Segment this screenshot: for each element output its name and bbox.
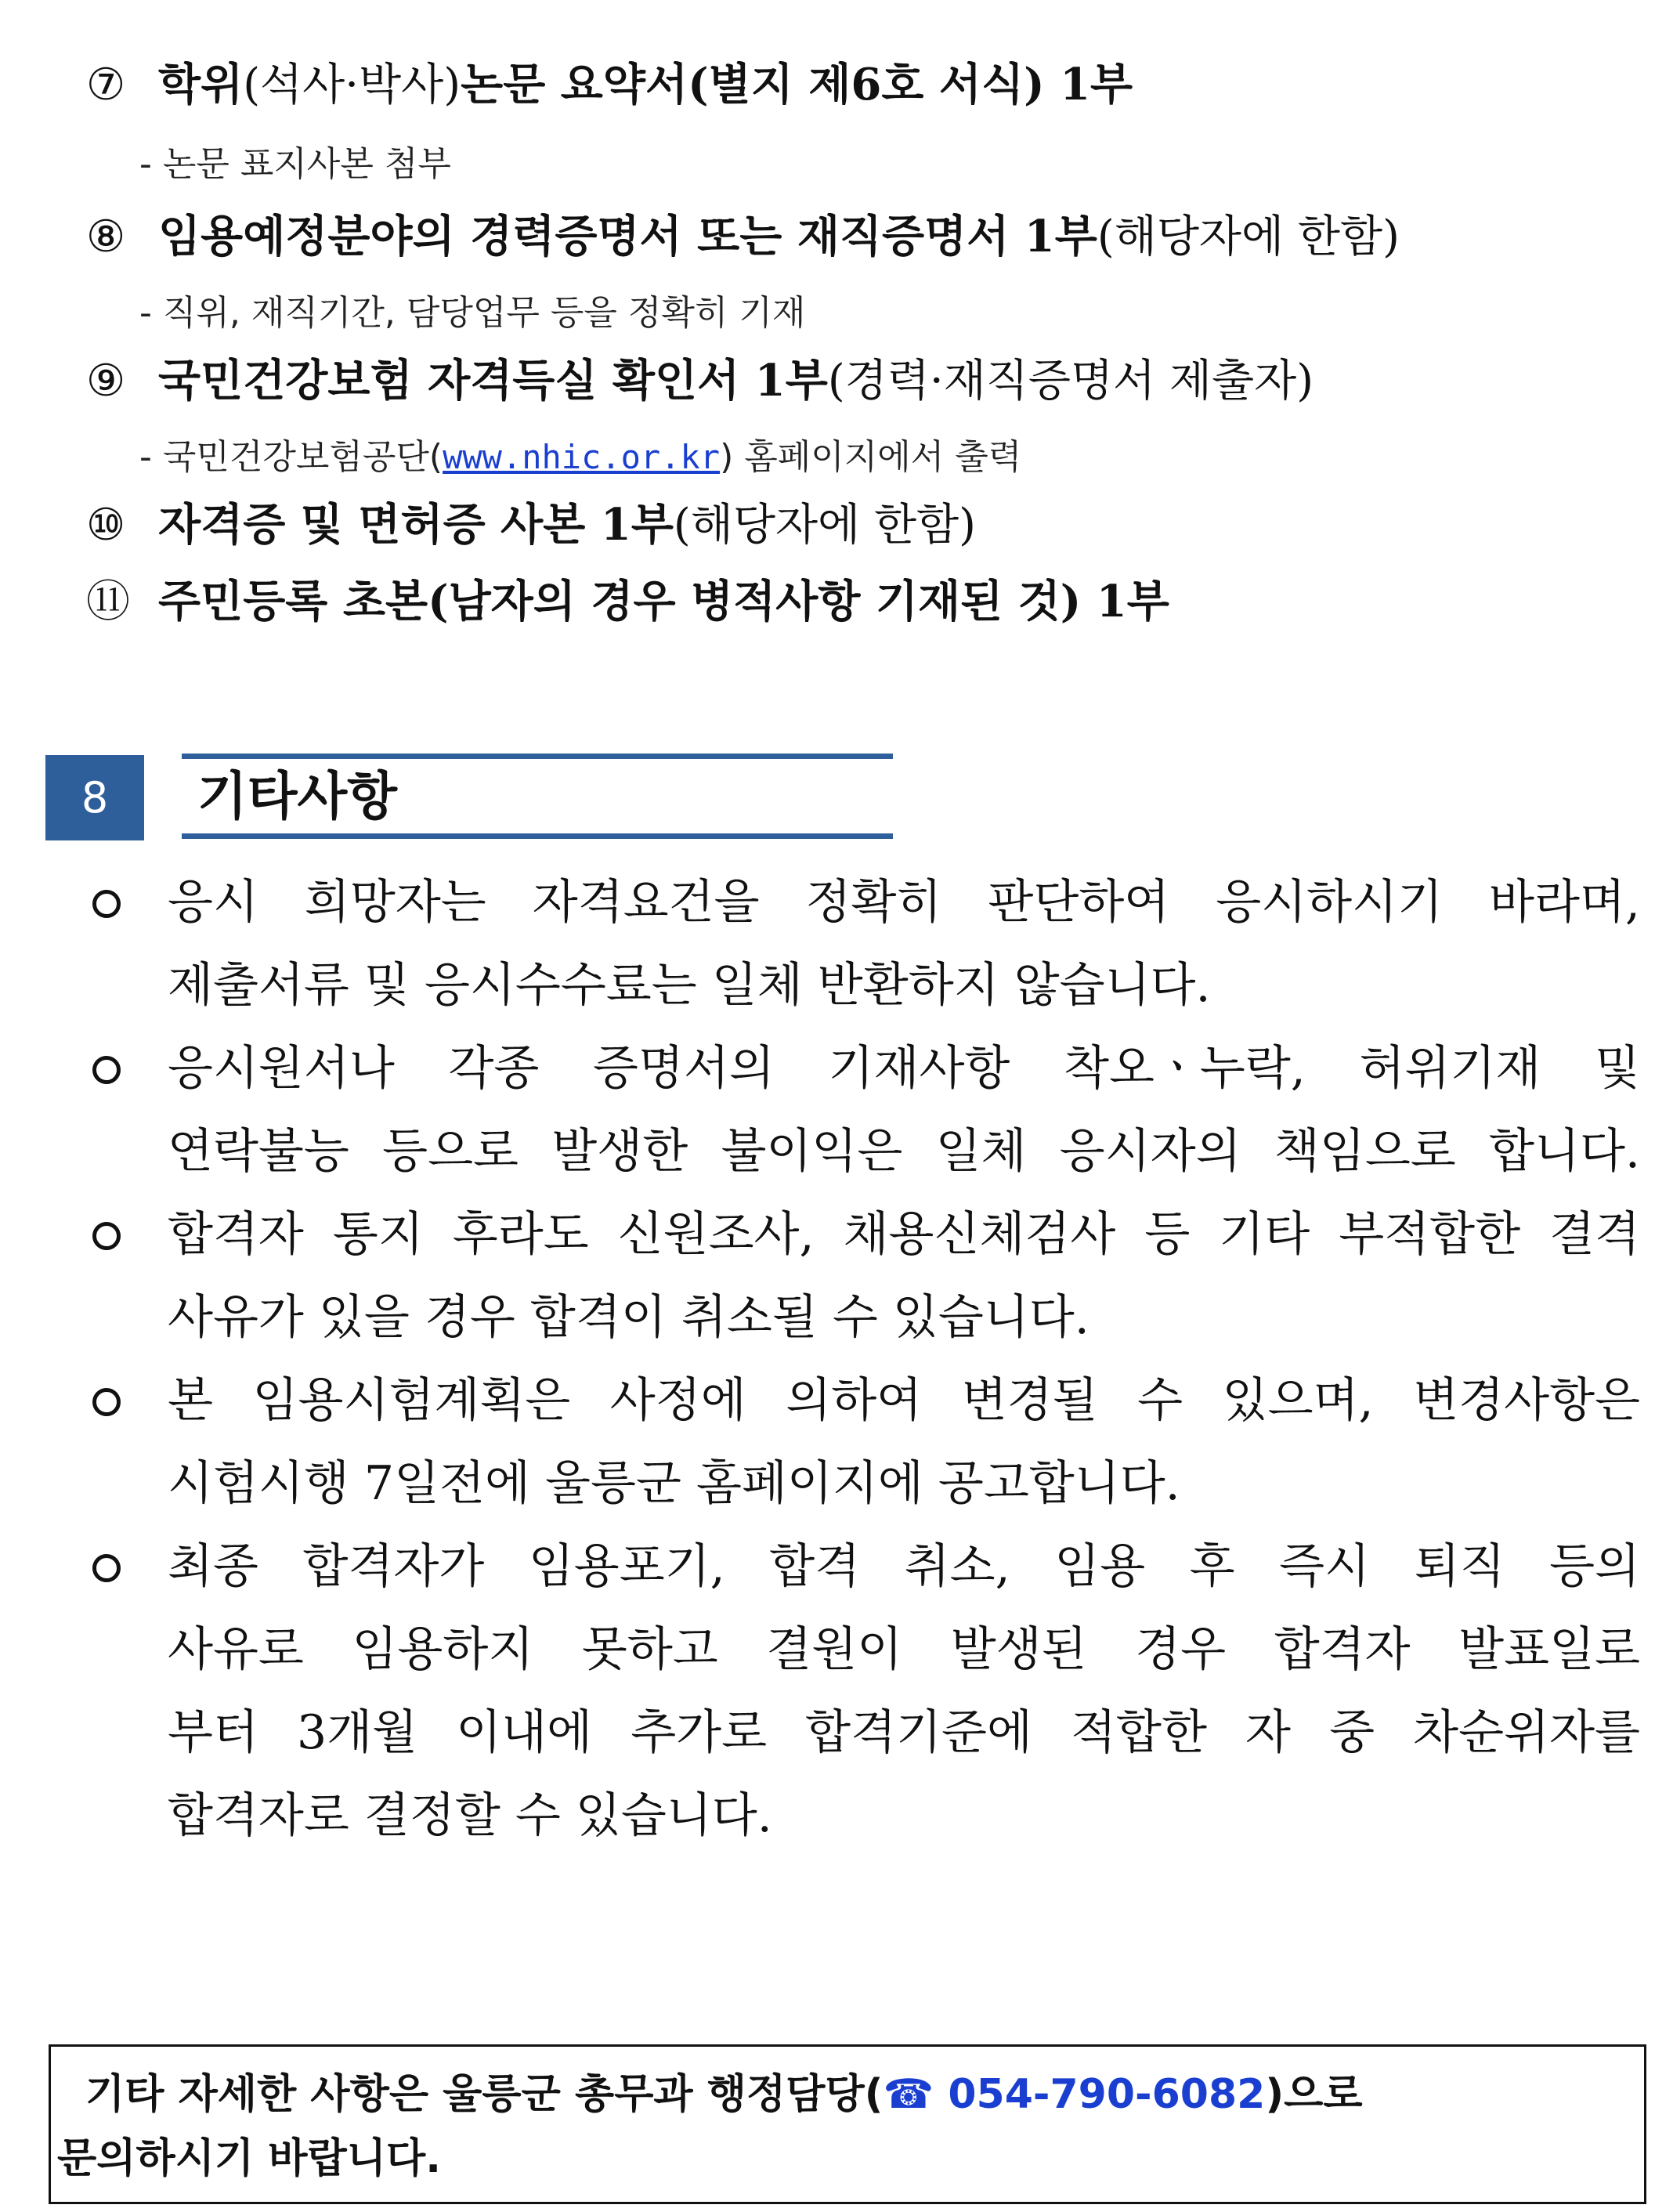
item-text-normal: (해당자에 한함) xyxy=(1097,211,1400,262)
item-number: ⑦ xyxy=(86,60,126,110)
bullet-5-line-1: 최종 합격자가 임용포기, 합격 취소, 임용 후 즉시 퇴직 등의 xyxy=(168,1539,1640,1594)
phone-icon: ☎ xyxy=(883,2071,934,2118)
section-rule-top xyxy=(182,754,893,759)
bullet-1-line-2: 제출서류 및 응시수수료는 일체 반환하지 않습니다. xyxy=(168,958,1211,1013)
item-note-9-prefix: - 국민건강보험공단( xyxy=(139,437,443,477)
bullet-circle-icon xyxy=(92,1056,121,1084)
contact-line-2: 문의하시기 바랍니다. xyxy=(57,2135,441,2182)
bullet-circle-icon xyxy=(92,1222,121,1250)
item-number: ⑪ xyxy=(86,576,130,627)
section-rule-bottom xyxy=(182,833,893,839)
contact-line-1 xyxy=(85,2067,1363,2122)
item-text-bold: 임용예정분야의 경력증명서 또는 재직증명서 1부 xyxy=(158,211,1097,262)
item-note-9 xyxy=(139,434,1021,481)
item-text-bold: 주민등록 초본(남자의 경우 병적사항 기재된 것) 1부 xyxy=(158,576,1169,627)
item-text-bold: 국민건강보험 자격득실 확인서 1부 xyxy=(158,355,828,407)
item-note-8: - 직위, 재직기간, 담당업무 등을 정확히 기재 xyxy=(139,293,806,333)
list-item-9 xyxy=(86,351,1314,411)
contact-info-box xyxy=(49,2044,1646,2204)
bullet-5-line-4: 합격자로 결정할 수 있습니다. xyxy=(168,1788,772,1843)
bullet-2-line-2: 연락불능 등으로 발생한 불이익은 일체 응시자의 책임으로 합니다. xyxy=(168,1124,1640,1179)
item-text-bold: 학위 xyxy=(158,59,244,110)
contact-text: 기타 자세한 사항은 울릉군 총무과 행정담당( xyxy=(85,2071,884,2118)
phone-number: 054-790-6082 xyxy=(934,2071,1266,2118)
list-item-7 xyxy=(86,55,1133,115)
item-number: ⑨ xyxy=(86,356,126,407)
bullet-1-line-1: 응시 희망자는 자격요건을 정확히 판단하여 응시하시기 바라며, xyxy=(168,875,1640,930)
item-text-normal: (해당자에 한함) xyxy=(673,500,976,551)
bullet-3-line-1: 합격자 통지 후라도 신원조사, 채용신체검사 등 기타 부적합한 결격 xyxy=(168,1207,1640,1262)
item-text-bold: 자격증 및 면허증 사본 1부 xyxy=(158,499,674,551)
list-item-10 xyxy=(86,495,976,555)
item-number: ⑩ xyxy=(86,500,126,551)
item-text-normal: (경력·재직증명서 제출자) xyxy=(827,356,1314,407)
section-number-badge: 8 xyxy=(45,755,144,840)
item-note-7: - 논문 표지사본 첨부 xyxy=(139,144,451,184)
bullet-4-line-1: 본 임용시험계획은 사정에 의하여 변경될 수 있으며, 변경사항은 xyxy=(168,1373,1640,1428)
bullet-circle-icon xyxy=(92,1554,121,1582)
bullet-5-line-2: 사유로 임용하지 못하고 결원이 발생된 경우 합격자 발표일로 xyxy=(168,1622,1640,1677)
bullet-circle-icon xyxy=(92,890,121,918)
item-text-normal: (석사·박사) xyxy=(243,60,461,110)
item-text-bold-2: 논문 요약서(별지 제6호 서식) 1부 xyxy=(461,59,1133,110)
bullet-5-line-3: 부터 3개월 이내에 추가로 합격기준에 적합한 자 중 차순위자를 xyxy=(168,1705,1640,1760)
list-item-11 xyxy=(86,572,1169,632)
bullet-3-line-2: 사유가 있을 경우 합격이 취소될 수 있습니다. xyxy=(168,1290,1089,1345)
contact-text-end: )으로 xyxy=(1265,2071,1363,2118)
item-note-9-suffix: ) 홈페이지에서 출력 xyxy=(720,437,1022,477)
bullet-circle-icon xyxy=(92,1388,121,1416)
list-item-8 xyxy=(86,207,1400,267)
item-number: ⑧ xyxy=(86,211,126,262)
nhic-link[interactable]: www.nhic.or.kr xyxy=(443,438,721,476)
section-title: 기타사항 xyxy=(197,766,398,826)
bullet-2-line-1: 응시원서나 각종 증명서의 기재사항 착오ㆍ누락, 허위기재 및 xyxy=(168,1041,1640,1096)
bullet-4-line-2: 시험시행 7일전에 울릉군 홈페이지에 공고합니다. xyxy=(168,1456,1180,1511)
